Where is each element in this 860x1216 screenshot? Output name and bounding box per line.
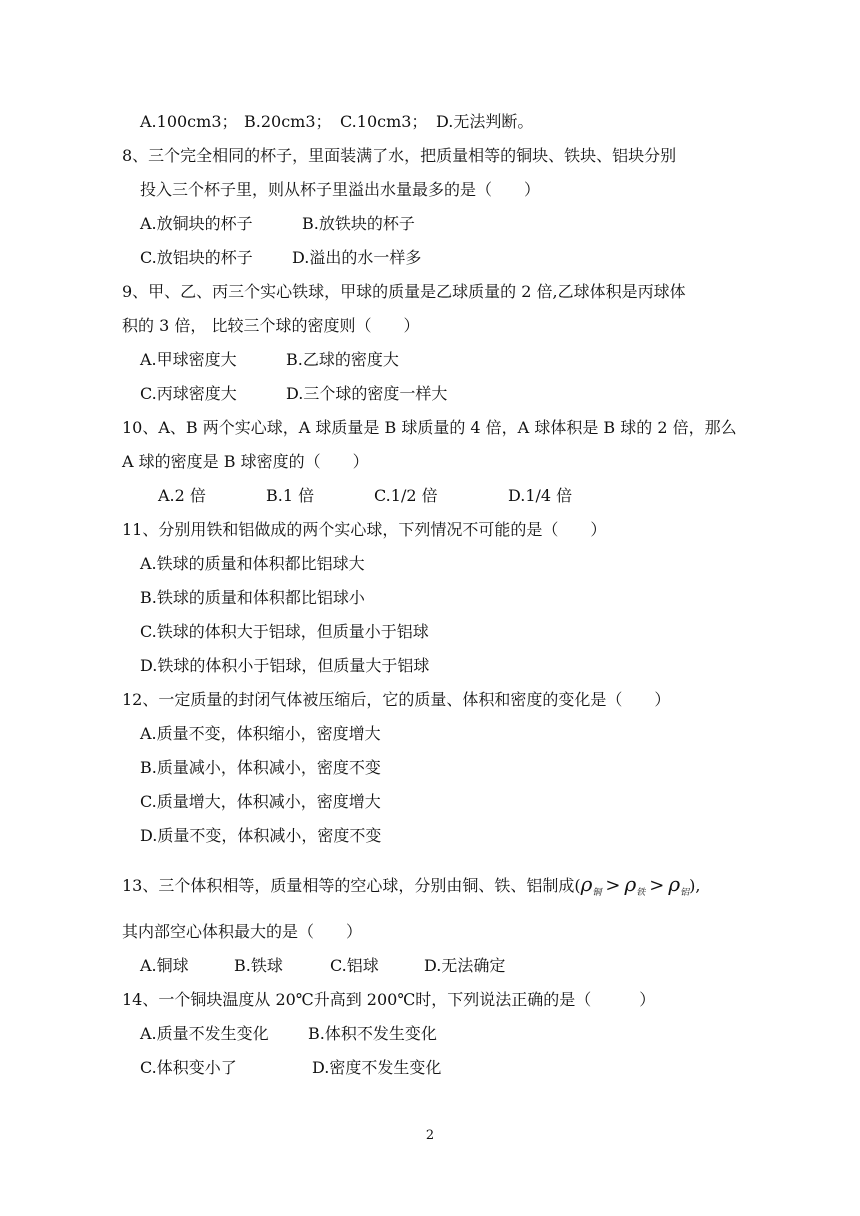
q11-option-c: C.铁球的体积大于铝球，但质量小于铝球	[140, 622, 429, 641]
q7-option-b: B.20cm3；	[244, 112, 332, 131]
q13-options	[140, 956, 640, 976]
q13-stem-line2: 其内部空心体积最大的是（ ）	[122, 922, 363, 941]
sub-copper: 铜	[592, 888, 602, 898]
sub-iron: 铁	[636, 888, 646, 898]
q11-option-b: B.铁球的质量和体积都比铝球小	[140, 588, 365, 607]
q7-option-d: D.无法判断。	[436, 112, 534, 131]
q8-stem-line1: 8、三个完全相同的杯子，里面装满了水，把质量相等的铜块、铁块、铝块分别	[122, 146, 677, 165]
q7-options	[140, 112, 740, 132]
gt-sign-1: >	[605, 875, 621, 896]
q8-options-row1	[140, 214, 640, 234]
rho-iron: ρ	[624, 872, 637, 896]
q9-option-c: C.丙球密度大	[140, 384, 237, 403]
q11-stem: 11、分别用铁和铝做成的两个实心球，下列情况不可能的是（ ）	[122, 520, 607, 539]
q10-stem-line2: A 球的密度是 B 球密度的（ ）	[122, 452, 369, 471]
q10-option-d: D.1/4 倍	[508, 486, 573, 505]
q13-stem-line1	[122, 872, 700, 905]
rho-copper: ρ	[580, 872, 593, 896]
q9-option-d: D.三个球的密度一样大	[286, 384, 448, 403]
q11-option-d: D.铁球的体积小于铝球，但质量大于铝球	[140, 656, 430, 675]
q12-option-b: B.质量减小，体积减小，密度不变	[140, 758, 381, 777]
rho-aluminum: ρ	[668, 872, 681, 896]
sub-aluminum: 铝	[680, 888, 690, 898]
page-number: 2	[425, 1128, 435, 1143]
q12-stem: 12、一定质量的封闭气体被压缩后，它的质量、体积和密度的变化是（ ）	[122, 690, 671, 709]
q12-option-a: A.质量不变，体积缩小，密度增大	[140, 724, 381, 743]
q12-option-c: C.质量增大，体积减小，密度增大	[140, 792, 381, 811]
q7-option-a: A.100cm3；	[140, 112, 238, 131]
q9-stem-line1: 9、甲、乙、丙三个实心铁球，甲球的质量是乙球质量的 2 倍,乙球体积是丙球体	[122, 282, 686, 301]
q13-option-b: B.铁球	[234, 956, 283, 975]
q8-option-b: B.放铁块的杯子	[302, 214, 415, 233]
q13-option-a: A.铜球	[140, 956, 189, 975]
q13-option-d: D.无法确定	[424, 956, 506, 975]
q9-option-a: A.甲球密度大	[140, 350, 237, 369]
q9-option-b: B.乙球的密度大	[286, 350, 399, 369]
q8-option-c: C.放铝块的杯子	[140, 248, 253, 267]
q13-close: ),	[689, 876, 701, 895]
q10-option-c: C.1/2 倍	[374, 486, 438, 505]
q14-option-a: A.质量不发生变化	[140, 1024, 269, 1043]
q14-option-b: B.体积不发生变化	[308, 1024, 437, 1043]
q13-stem-text: 13、三个体积相等，质量相等的空心球，分别由铜、铁、铝制成(	[122, 876, 581, 895]
q8-option-a: A.放铜块的杯子	[140, 214, 253, 233]
q14-options-row1	[140, 1024, 640, 1044]
q12-option-d: D.质量不变，体积减小，密度不变	[140, 826, 382, 845]
q9-options-row2	[140, 384, 640, 404]
q14-option-d: D.密度不发生变化	[312, 1058, 442, 1077]
q10-option-b: B.1 倍	[266, 486, 315, 505]
q8-stem-line2: 投入三个杯子里，则从杯子里溢出水量最多的是（ ）	[140, 180, 541, 199]
q8-option-d: D.溢出的水一样多	[292, 248, 422, 267]
q9-options-row1	[140, 350, 640, 370]
q9-stem-line2: 积的 3 倍， 比较三个球的密度则（ ）	[122, 316, 420, 335]
q10-stem-line1: 10、A、B 两个实心球，A 球质量是 B 球质量的 4 倍，A 球体积是 B 球的 2 倍，那么	[122, 418, 737, 437]
q10-options	[158, 486, 658, 506]
q14-option-c: C.体积变小了	[140, 1058, 237, 1077]
q14-options-row2	[140, 1058, 640, 1078]
q7-option-c: C.10cm3；	[340, 112, 428, 131]
q11-option-a: A.铁球的质量和体积都比铝球大	[140, 554, 365, 573]
q14-stem: 14、一个铜块温度从 20℃升高到 200℃时，下列说法正确的是（ ）	[122, 990, 656, 1009]
q8-options-row2	[140, 248, 640, 268]
q10-option-a: A.2 倍	[158, 486, 206, 505]
gt-sign-2: >	[649, 875, 665, 896]
q13-option-c: C.铝球	[330, 956, 379, 975]
